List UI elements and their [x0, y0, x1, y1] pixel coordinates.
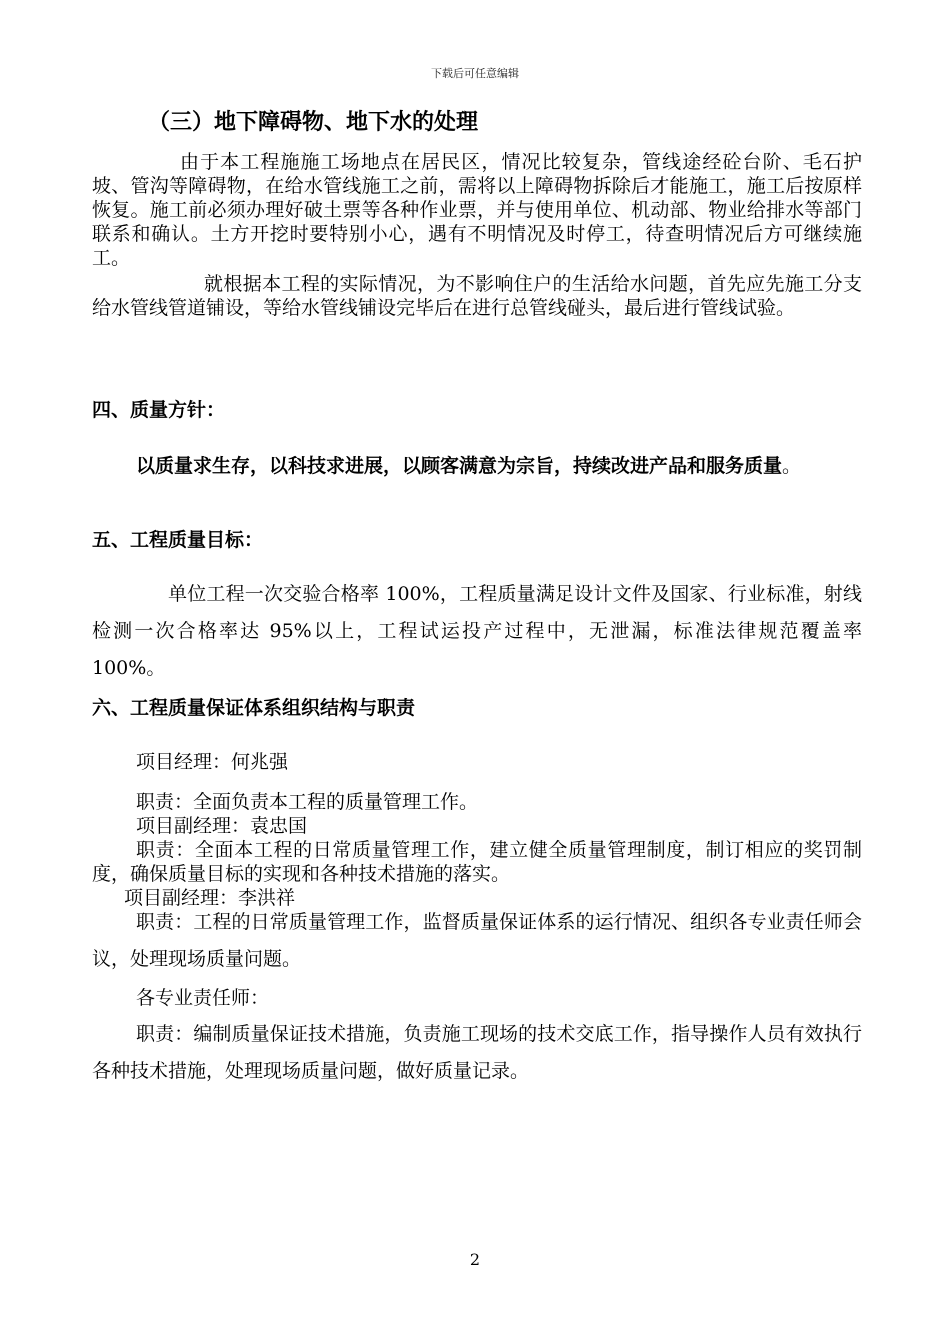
section4-heading: 四、质量方针： [92, 399, 226, 421]
deputy-manager-2: 项目副经理：李洪祥 [124, 887, 296, 909]
page-header: 下载后可任意编辑 [431, 67, 519, 80]
quality-policy-period: 。 [782, 455, 802, 477]
page-number: 2 [469, 1250, 481, 1269]
deputy-manager-2-duty: 职责：工程的日常质量管理工作，监督质量保证体系的运行情况、组织各专业责任师会议，处理现场质量问题。 [92, 911, 862, 970]
project-manager-duty: 职责：全面负责本工程的质量管理工作。 [136, 791, 479, 813]
specialist-engineers-duty: 职责：编制质量保证技术措施，负责施工现场的技术交底工作，指导操作人员有效执行各种技术措施，处理现场质量问题，做好质量记录。 [92, 1023, 862, 1082]
deputy-manager-1: 项目副经理：袁忠国 [136, 815, 308, 837]
quality-target-text: 单位工程一次交验合格率 100%，工程质量满足设计文件及国家、行业标准，射线检测一次合格率达 95%以上，工程试运投产过程中，无泄漏，标准法律规范覆盖率 100%。 [92, 583, 862, 679]
project-manager: 项目经理：何兆强 [136, 751, 289, 773]
section3-paragraph-2: 就根据本工程的实际情况，为不影响住户的生活给水问题，首先应先施工分支给水管线管道铺设，等给水管线铺设完毕后在进行总管线碰头，最后进行管线试验。 [92, 273, 862, 319]
section3-heading: （三）地下障碍物、地下水的处理 [148, 109, 479, 135]
section6-heading: 六、工程质量保证体系组织结构与职责 [92, 697, 416, 719]
specialist-engineers: 各专业责任师： [136, 987, 270, 1009]
quality-policy-text: 以质量求生存，以科技求进展，以顾客满意为宗旨，持续改进产品和服务质量 [136, 455, 783, 477]
deputy-manager-1-duty: 职责：全面本工程的日常质量管理工作，建立健全质量管理制度，制订相应的奖罚制度，确保质量目标的实现和各种技术措施的落实。 [92, 839, 862, 885]
quality-policy [92, 448, 862, 485]
section3-paragraph-1: 由于本工程施施工场地点在居民区，情况比较复杂，管线途经砼台阶、毛石护坡、管沟等障碍物，在给水管线施工之前，需将以上障碍物拆除后才能施工，施工后按原样恢复。施工前必须办理好破土票等各种作业票，并与使用单位、机动部、物业给排水等部门联系和确认。土方开挖时要特别小心，遇有不明情况及时停工，待查明情况后方可继续施工。 [92, 151, 862, 269]
section5-heading: 五、工程质量目标： [92, 529, 264, 551]
